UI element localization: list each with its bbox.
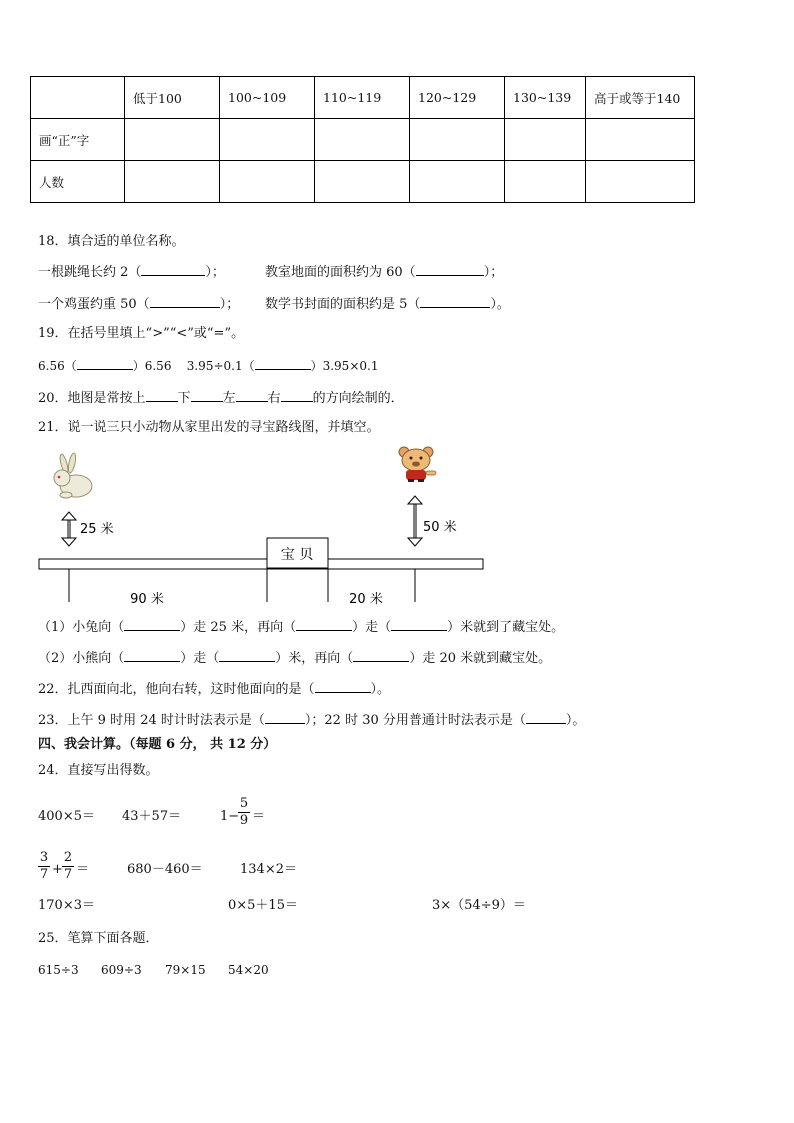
q23-a: 23．上午 9 时用 24 时计时法表示是（ <box>38 713 265 728</box>
left-distance-label: 90 米 <box>130 592 164 607</box>
q18-line-d <box>265 295 510 313</box>
table-row <box>31 119 695 161</box>
answer-blank[interactable] <box>255 357 311 370</box>
q18-a-pre: 一根跳绳长约 2（ <box>38 265 142 280</box>
q24-expr-4-fraction-2 <box>62 851 74 882</box>
table-row-label: 画“正”字 <box>31 119 125 161</box>
answer-blank[interactable] <box>416 263 484 276</box>
q24-expr-3-fraction <box>238 797 250 828</box>
table-header-cell: 100~109 <box>220 77 315 119</box>
answer-blank[interactable] <box>141 263 205 276</box>
q24-expr-9: 3×（54÷9）＝ <box>432 898 526 913</box>
q19-a-pre: 6.56（ <box>38 359 77 373</box>
table-cell[interactable] <box>220 161 315 203</box>
answer-blank[interactable] <box>526 711 566 724</box>
q21-sub2 <box>38 649 551 667</box>
q19-b-post: ）3.95×0.1 <box>310 359 379 373</box>
q22-post: ）。 <box>370 682 391 697</box>
q23-line <box>38 711 585 729</box>
q21-s1-c: ）走（ <box>352 620 392 635</box>
q18-line-c <box>38 295 239 313</box>
q24-expr-2: 43＋57＝ <box>122 809 182 824</box>
treasure-label: 宝 贝 <box>280 547 314 563</box>
q20-text-3: 左 <box>222 391 236 406</box>
table-row-label: 人数 <box>31 161 125 203</box>
q25-expr-1: 615÷3 <box>38 963 79 977</box>
q18-c-post: ）； <box>219 297 240 312</box>
q24-expr-4-fraction-1 <box>38 851 50 882</box>
table-cell[interactable] <box>315 161 410 203</box>
q21-title: 21．说一说三只小动物从家里出发的寻宝路线图，并填空。 <box>38 420 380 435</box>
answer-blank[interactable] <box>281 389 313 402</box>
table-cell[interactable] <box>586 161 695 203</box>
table-row <box>31 161 695 203</box>
answer-blank[interactable] <box>150 295 220 308</box>
q18-d-post: ）。 <box>490 297 510 312</box>
q21-s2-b: ）走（ <box>180 651 220 666</box>
q19-a-post: ）6.56 <box>132 359 172 373</box>
answer-blank[interactable] <box>353 649 409 662</box>
table-cell[interactable] <box>586 119 695 161</box>
rabbit-distance-arrow <box>62 512 76 546</box>
fraction-numerator: 5 <box>239 796 249 811</box>
table-cell[interactable] <box>125 161 220 203</box>
table-header-cell: 低于100 <box>125 77 220 119</box>
q25-expr-2: 609÷3 <box>101 963 142 977</box>
fraction-numerator: 2 <box>63 850 73 865</box>
q25-title: 25．笔算下面各题． <box>38 931 159 946</box>
q21-s2-c: ）米，再向（ <box>275 651 354 666</box>
answer-blank[interactable] <box>77 357 133 370</box>
q18-d-pre: 数学书封面的面积约是 5（ <box>265 297 421 312</box>
q21-s1-b: ）走 25 米，再向（ <box>180 620 297 635</box>
answer-blank[interactable] <box>391 618 447 631</box>
fraction-denominator: 7 <box>63 867 73 882</box>
answer-blank[interactable] <box>420 295 490 308</box>
q25-expr-3: 79×15 <box>165 963 206 977</box>
answer-blank[interactable] <box>236 389 268 402</box>
q23-b: ）；22 时 30 分用普通计时法表示是（ <box>304 713 526 728</box>
q24-expr-1: 400×5＝ <box>38 809 95 824</box>
q18-line-a <box>38 263 225 281</box>
q19-b-pre: 3.95÷0.1（ <box>186 359 255 373</box>
q22-line <box>38 680 390 698</box>
q18-title: 18．填合适的单位名称。 <box>38 234 185 249</box>
table-header-row <box>31 77 695 119</box>
q24-expr-7: 170×3＝ <box>38 898 95 913</box>
q19-title: 19．在括号里填上“>”“<”或“=”。 <box>38 326 245 341</box>
table-header-cell: 110~119 <box>315 77 410 119</box>
bear-distance-arrow <box>408 496 422 546</box>
treasure-map <box>0 440 794 620</box>
table-header-cell <box>31 77 125 119</box>
right-distance-label: 20 米 <box>349 592 383 607</box>
table-header-cell: 120~129 <box>410 77 505 119</box>
q24-expr-4-equals: ＝ <box>76 862 90 877</box>
q18-b-pre: 教室地面的面积约为 60（ <box>265 265 416 280</box>
rabbit-distance-label: 25 米 <box>80 522 114 537</box>
answer-blank[interactable] <box>124 649 180 662</box>
answer-blank[interactable] <box>124 618 180 631</box>
fraction-numerator: 3 <box>39 850 49 865</box>
answer-blank[interactable] <box>296 618 352 631</box>
q19-line <box>38 357 378 374</box>
q18-c-pre: 一个鸡蛋约重 50（ <box>38 297 150 312</box>
answer-blank[interactable] <box>146 389 178 402</box>
table-cell[interactable] <box>315 119 410 161</box>
bear-distance-label: 50 米 <box>423 520 457 535</box>
q18-line-b <box>265 263 503 281</box>
q21-s2-d: ）走 20 米就到藏宝处。 <box>409 651 552 666</box>
q21-sub1 <box>38 618 564 636</box>
q23-c: ）。 <box>565 713 586 728</box>
q24-title: 24．直接写出得数。 <box>38 763 159 778</box>
table-cell[interactable] <box>505 161 586 203</box>
section-heading: 四、我会计算。（每题 6 分， 共 12 分） <box>38 737 277 752</box>
table-cell[interactable] <box>125 119 220 161</box>
q18-a-post: ）； <box>205 265 225 280</box>
rabbit-icon <box>54 453 92 498</box>
q18-b-post: ）； <box>483 265 504 280</box>
table-header-cell: 高于或等于140 <box>586 77 695 119</box>
answer-blank[interactable] <box>265 711 305 724</box>
q22-pre: 22．扎西面向北，他向右转，这时他面向的是（ <box>38 682 315 697</box>
fraction-denominator: 9 <box>239 813 249 828</box>
q20-text-5: 的方向绘制的． <box>312 391 404 406</box>
q24-expr-3-prefix: 1− <box>220 809 240 824</box>
table-header-cell: 130~139 <box>505 77 586 119</box>
bear-icon <box>399 447 436 482</box>
table-cell[interactable] <box>505 119 586 161</box>
table-cell[interactable] <box>220 119 315 161</box>
q21-s2-a: （2）小熊向（ <box>38 651 125 666</box>
fraction-denominator: 7 <box>39 867 49 882</box>
q21-s1-a: （1）小兔向（ <box>38 620 125 635</box>
table-cell[interactable] <box>410 161 505 203</box>
q25-expr-4: 54×20 <box>228 963 269 977</box>
tally-table <box>30 76 695 203</box>
road <box>39 559 483 569</box>
q24-expr-6: 134×2＝ <box>240 862 297 877</box>
q24-expr-3-equals: ＝ <box>252 809 266 824</box>
q21-s1-d: ）米就到了藏宝处。 <box>447 620 565 635</box>
q24-expr-5: 680－460＝ <box>127 862 203 877</box>
q24-expr-4-plus: + <box>52 862 63 877</box>
answer-blank[interactable] <box>315 680 371 693</box>
q24-expr-8: 0×5＋15＝ <box>228 898 298 913</box>
q20-text-2: 下 <box>177 391 191 406</box>
q20-text-4: 右 <box>267 391 281 406</box>
answer-blank[interactable] <box>219 649 275 662</box>
q20-line <box>38 389 404 407</box>
answer-blank[interactable] <box>191 389 223 402</box>
table-cell[interactable] <box>410 119 505 161</box>
q20-text-1: 20．地图是常按上 <box>38 391 146 406</box>
